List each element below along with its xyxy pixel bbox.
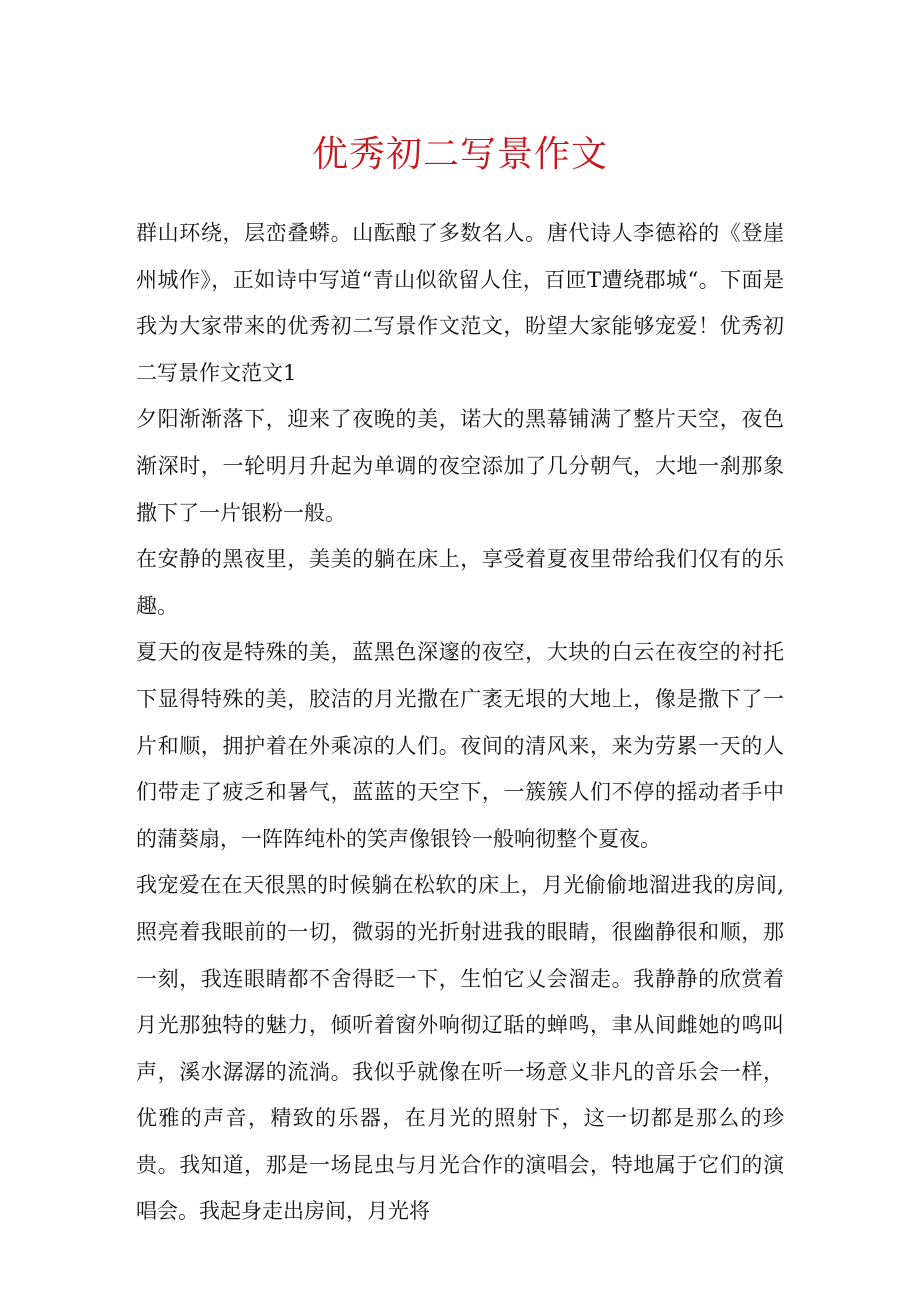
document-title: 优秀初二写景作文: [311, 134, 608, 175]
paragraph-quiet-night: 在安静的黑夜里，美美的躺在床上，享受着夏夜里带给我们仅有的乐趣。: [136, 547, 784, 618]
paragraph-moonlight: 我宠爱在在天很黑的时候躺在松软的床上，月光偷偷地溜进我的房间,照亮着我眼前的一切，微弱的光折射进我的眼睛，很幽静很和顺，那一刻，我连眼睛都不舍得眨一下，生怕它乂会溜走。我静静的欣赏着月光那独特的魅力，倾听着窗外响彻辽聒的蝉鸣，聿从间雌她的鸣叫声，溪水潺潺的流淌。我似乎就像在听一场意义非凡的音乐会一样，优雅的声音，精致的乐器，在月光的照射下，这一切都是那么的珍贵。我知道，那是一场昆虫与月光合作的演唱会，特地属于它们的演唱会。我起身走出房间，月光将: [136, 873, 784, 1224]
paragraph-intro: 群山环绕，层峦叠蟒。山酝酿了多数名人。唐代诗人李德裕的《登崖州城作》，正如诗中写道“青山似欲留人住，百匝T遭绕郡城“。下面是我为大家带来的优秀初二写景作文范文，盼望大家能够宠爱！优秀初二写景作文范文1: [136, 221, 784, 385]
document-body: [136, 210, 784, 1235]
paragraph-sunset: 夕阳渐渐落下，迎来了夜晚的美，诺大的黑幕铺满了整片天空，夜色渐深时，一轮明月升起为单调的夜空添加了几分朝气，大地一刹那象撒下了一片银粉一般。: [136, 407, 784, 525]
paragraph-summer-night: 夏天的夜是特殊的美，蓝黑色深邃的夜空，大块的白云在夜空的衬托下显得特殊的美，胶洁的月光撒在广袤无垠的大地上，像是撒下了一片和顺，拥护着在外乘凉的人们。夜间的清风来，来为劳累一天的人们带走了疲乏和暑气，蓝蓝的天空下，一簇簇人们不停的摇动者手中的蒲葵扇，一阵阵纯朴的笑声像银铃一般响彻整个夏夜。: [136, 640, 784, 851]
